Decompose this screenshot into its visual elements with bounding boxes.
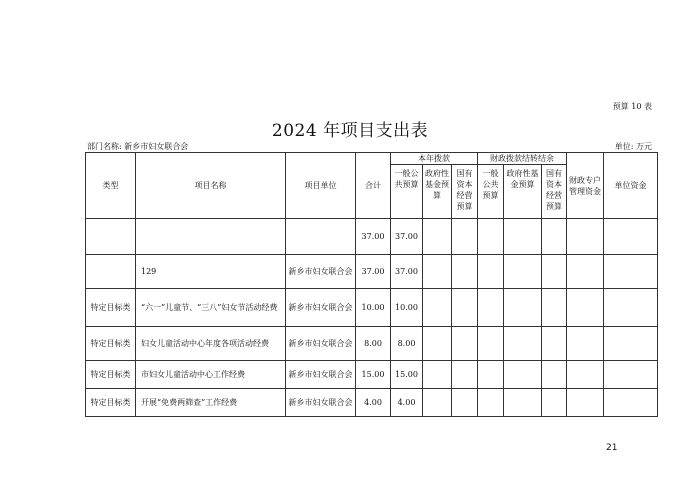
cell-empty — [423, 255, 452, 289]
cell-empty — [452, 361, 478, 389]
cell-total: 8.00 — [356, 327, 391, 361]
cell-project-unit: 新乡市妇女联合会 — [286, 255, 356, 289]
cell-general-budget: 4.00 — [391, 389, 423, 417]
table-row — [86, 289, 658, 327]
unit-label: 单位: 万元 — [614, 142, 652, 151]
table-row — [86, 255, 658, 289]
cell-general-budget: 37.00 — [391, 219, 423, 255]
cell-project-name — [136, 219, 286, 255]
cell-empty — [604, 389, 658, 417]
header-unit-funds: 单位资金 — [604, 153, 658, 219]
cell-empty — [604, 327, 658, 361]
cell-empty — [423, 289, 452, 327]
page-number: 21 — [606, 443, 618, 453]
cell-general-budget: 10.00 — [391, 289, 423, 327]
cell-category: 特定目标类 — [86, 361, 136, 389]
cell-general-budget: 8.00 — [391, 327, 423, 361]
project-expenditure-table — [85, 152, 658, 417]
table-row — [86, 361, 658, 389]
table-row — [86, 327, 658, 361]
cell-empty — [452, 255, 478, 289]
cell-general-budget: 37.00 — [391, 255, 423, 289]
cell-category: 特定目标类 — [86, 289, 136, 327]
cell-empty — [604, 255, 658, 289]
header-project-name: 项目名称 — [136, 153, 286, 219]
header-category: 类型 — [86, 153, 136, 219]
header-gov-fund-2: 政府性基金预算 — [504, 165, 542, 219]
header-current-year: 本年拨款 — [391, 153, 478, 165]
cell-empty — [604, 289, 658, 327]
cell-empty — [542, 255, 567, 289]
cell-empty — [423, 219, 452, 255]
cell-empty — [504, 361, 542, 389]
cell-general-budget: 15.00 — [391, 361, 423, 389]
cell-project-unit: 新乡市妇女联合会 — [286, 289, 356, 327]
cell-empty — [567, 255, 604, 289]
header-state-capital: 国有资本经营预算 — [452, 165, 478, 219]
cell-empty — [478, 389, 504, 417]
header-carryover: 财政拨款结转结余 — [478, 153, 567, 165]
header-project-unit: 项目单位 — [286, 153, 356, 219]
department-label: 部门名称: 新乡市妇女联合会 — [87, 142, 189, 151]
cell-empty — [423, 327, 452, 361]
cell-total: 37.00 — [356, 219, 391, 255]
header-general-budget: 一般公共预算 — [391, 165, 423, 219]
table-row — [86, 389, 658, 417]
cell-empty — [478, 361, 504, 389]
cell-empty — [452, 327, 478, 361]
cell-empty — [478, 327, 504, 361]
cell-empty — [604, 219, 658, 255]
cell-empty — [478, 219, 504, 255]
cell-project-name: 市妇女儿童活动中心工作经费 — [136, 361, 286, 389]
cell-project-unit: 新乡市妇女联合会 — [286, 361, 356, 389]
cell-empty — [504, 289, 542, 327]
cell-empty — [567, 219, 604, 255]
cell-category: 特定目标类 — [86, 389, 136, 417]
cell-category — [86, 255, 136, 289]
header-general-budget-2: 一般公共预算 — [478, 165, 504, 219]
cell-empty — [423, 389, 452, 417]
cell-empty — [542, 219, 567, 255]
cell-empty — [452, 389, 478, 417]
cell-empty — [452, 289, 478, 327]
cell-project-name: 开展“免费两筛查”工作经费 — [136, 389, 286, 417]
header-gov-fund: 政府性基金预算 — [423, 165, 452, 219]
cell-project-unit: 新乡市妇女联合会 — [286, 389, 356, 417]
cell-total: 10.00 — [356, 289, 391, 327]
cell-empty — [504, 327, 542, 361]
header-special-account: 财政专户管理资金 — [567, 153, 604, 219]
cell-empty — [504, 389, 542, 417]
cell-project-name: “六一”儿童节、“三八”妇女节活动经费 — [136, 289, 286, 327]
cell-empty — [542, 327, 567, 361]
cell-empty — [567, 289, 604, 327]
page-title: 2024 年项目支出表 — [271, 121, 429, 141]
cell-total: 37.00 — [356, 255, 391, 289]
cell-empty — [604, 361, 658, 389]
cell-empty — [452, 219, 478, 255]
cell-category: 特定目标类 — [86, 327, 136, 361]
cell-total: 15.00 — [356, 361, 391, 389]
cell-category — [86, 219, 136, 255]
cell-empty — [567, 327, 604, 361]
cell-project-unit — [286, 219, 356, 255]
cell-project-name: 129 — [136, 255, 286, 289]
cell-empty — [567, 361, 604, 389]
cell-empty — [504, 219, 542, 255]
cell-empty — [567, 389, 604, 417]
cell-total: 4.00 — [356, 389, 391, 417]
cell-empty — [542, 289, 567, 327]
cell-project-unit: 新乡市妇女联合会 — [286, 327, 356, 361]
cell-empty — [542, 389, 567, 417]
header-total: 合计 — [356, 153, 391, 219]
form-code: 预算 10 表 — [612, 102, 652, 111]
cell-empty — [423, 361, 452, 389]
cell-empty — [478, 289, 504, 327]
cell-empty — [478, 255, 504, 289]
cell-empty — [504, 255, 542, 289]
header-state-capital-2: 国有资本经营预算 — [542, 165, 567, 219]
cell-empty — [542, 361, 567, 389]
cell-project-name: 妇女儿童活动中心年度各项活动经费 — [136, 327, 286, 361]
table-row — [86, 219, 658, 255]
